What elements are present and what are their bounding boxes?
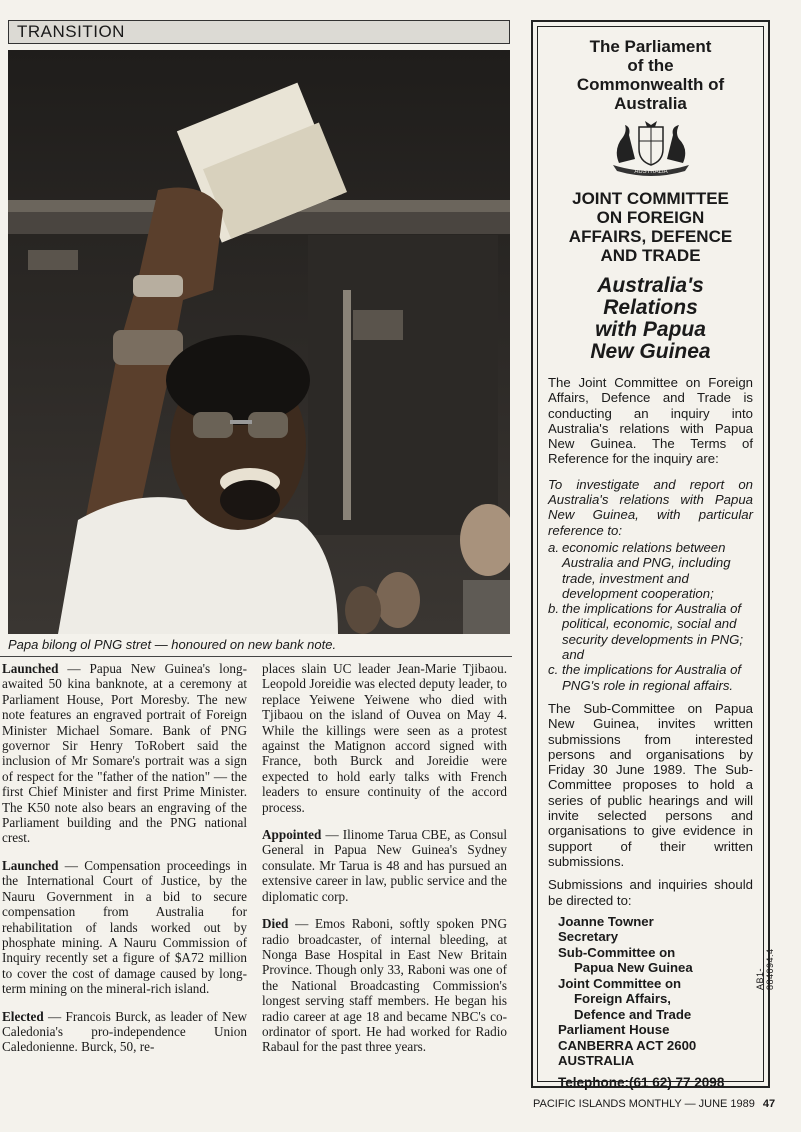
subcommittee-text: The Sub-Committee on Papua New Guinea, invites written submissions from interested persons and organisations by Friday 30 June 1989. The Sub-Committee proposes to hold a series of public hearings and will invite selected persons and organisations to give evidence in support of their written submissions. xyxy=(548,700,753,869)
article-body: — Ilinome Tarua CBE, as Consul General in Papua New Guinea's Sydney consulate. Mr Tarua is 48 and has pursued an extensive career in law, public service and the diplomatic corp. xyxy=(262,827,507,904)
photo-caption: Papa bilong ol PNG stret — honoured on new bank note. xyxy=(8,637,337,652)
article-body: — Compensation proceedings in the International Court of Justice, by the Nauru Government in a bid to secure compensation from Australia for rehabilitation of lands worked out by phosphate mining. A Nauru Commission of Inquiry recently set a figure of $A72 million to cover the cost of damage caused by long-term mining on the mineral-rich island. xyxy=(2,857,247,997)
crest-label: AUSTRALIA xyxy=(633,169,668,175)
news-photo xyxy=(8,50,510,634)
contact-line: Joint Committee on xyxy=(558,975,682,991)
contact-phone: Telephone:(61 62) 77 2098 xyxy=(558,1074,725,1090)
contact-line: Defence and Trade xyxy=(574,1006,692,1022)
article-item xyxy=(262,916,507,1055)
contact-line: Secretary xyxy=(558,929,619,945)
committee-line: ON FOREIGN xyxy=(596,208,705,227)
contact-address xyxy=(558,914,753,1069)
publication-line: PACIFIC ISLANDS MONTHLY — JUNE 1989 xyxy=(533,1098,755,1110)
contact-line: Foreign Affairs, xyxy=(574,991,671,1007)
parliament-line: The Parliament xyxy=(589,37,712,56)
inquiry-title-line: Australia's xyxy=(597,274,704,297)
article-heading: Died xyxy=(262,916,289,932)
inquiry-title-line: with Papua xyxy=(595,318,706,341)
terms-list xyxy=(548,540,753,693)
article-column-left xyxy=(2,661,247,1067)
parliament-line: Commonwealth of xyxy=(576,75,725,94)
page-number: 47 xyxy=(762,1098,776,1110)
article-column-middle xyxy=(262,661,507,1067)
parliament-line: Australia xyxy=(614,94,687,113)
article-heading: Appointed xyxy=(262,827,322,843)
article-body: — Papua New Guinea's long-awaited 50 kina banknote, at a ceremony at Parliament House, Port Moresby. The new note features an engraved portrait of Foreign Minister Michael Somare. Bank of PNG governor Sir Henry ToRobert said the inclusion of Mr Somare's portrait was a sign of respect for the "father of the nation" — the first Chief Minister and first Prime Minister. The K50 note also bears an engraving of the Parliament building and the PNG national crest. xyxy=(2,661,247,846)
article-item xyxy=(2,1009,247,1055)
article-body: — Francois Burck, as leader of New Caledonia's pro-independence Union Caledonienne. Burck, 50, re- xyxy=(2,1008,247,1055)
terms-item xyxy=(548,662,753,693)
contact-line: AUSTRALIA xyxy=(558,1053,635,1069)
inquiry-title xyxy=(548,275,753,363)
section-tag: TRANSITION xyxy=(8,20,510,44)
committee-line: AND TRADE xyxy=(600,246,701,265)
terms-letter: c. xyxy=(548,662,559,678)
ad-reference-code: AB1-884094.4 xyxy=(755,948,775,990)
contact-line: CANBERRA ACT 2600 xyxy=(558,1037,697,1053)
contact-line: Papua New Guinea xyxy=(574,960,693,976)
committee-line: JOINT COMMITTEE xyxy=(572,189,729,208)
terms-letter: b. xyxy=(548,601,559,617)
article-item xyxy=(2,858,247,997)
terms-intro: To investigate and report on Australia's relations with Papua New Guinea, with particular reference to: xyxy=(548,476,753,538)
parliament-advertisement xyxy=(531,20,770,1088)
committee-line: AFFAIRS, DEFENCE xyxy=(568,227,733,246)
article-heading: Elected xyxy=(2,1008,44,1024)
divider xyxy=(0,656,512,657)
article-body: — Emos Raboni, softly spoken PNG radio broadcaster, of internal bleeding, at Nonga Base Hospital in East New Britain Province. Though only 33, Raboni was one of the National Broadcasting Commission's longest serving staff members. He began his radio career at age 18 and became NBC's co-ordinator of sport. He had worked for Radio Rabaul for the past three years. xyxy=(262,916,507,1055)
article-item xyxy=(2,661,247,846)
article-heading: Launched xyxy=(2,857,59,873)
inquiry-intro: The Joint Committee on Foreign Affairs, Defence and Trade is conducting an inquiry into Australia's relations with Papua New Guinea. The Terms of Reference for the inquiry are: xyxy=(548,375,753,467)
committee-heading xyxy=(548,189,753,265)
terms-item xyxy=(548,540,753,601)
contact-line: Parliament House xyxy=(558,1022,670,1038)
article-item xyxy=(262,827,507,904)
parliament-heading xyxy=(548,37,753,113)
terms-text: the implications for Australia of PNG's role in regional affairs. xyxy=(562,662,742,693)
contact-line: Joanne Towner xyxy=(558,913,654,929)
article-body: places slain UC leader Jean-Marie Tjibaou. Leopold Joreidie was elected deputy leader, to replace Yeiwene Yeiwene who died with Tjibaou on the island of Ouvea on May 4. While the killings were seen as a protest against the Matignon accord signed with France, both Burck and Joreidie were expected to hold early talks with French leaders to ensure continuity of the accord process. xyxy=(262,661,507,815)
parliament-line: of the xyxy=(627,56,674,75)
article-item xyxy=(262,661,507,815)
article-heading: Launched xyxy=(2,661,59,676)
contact-line: Sub-Committee on xyxy=(558,944,676,960)
directed-text: Submissions and inquiries should be directed to: xyxy=(548,877,753,908)
terms-letter: a. xyxy=(548,539,559,555)
page-footer xyxy=(533,1098,775,1110)
terms-text: economic relations between Australia and PNG, including trade, investment and development cooperation; xyxy=(562,539,731,601)
inquiry-title-line: New Guinea xyxy=(590,340,711,363)
inquiry-title-line: Relations xyxy=(603,296,698,319)
terms-text: the implications for Australia of political, economic, social and security developments in PNG; and xyxy=(562,601,744,663)
terms-item xyxy=(548,601,753,662)
coat-of-arms-icon xyxy=(605,119,697,181)
